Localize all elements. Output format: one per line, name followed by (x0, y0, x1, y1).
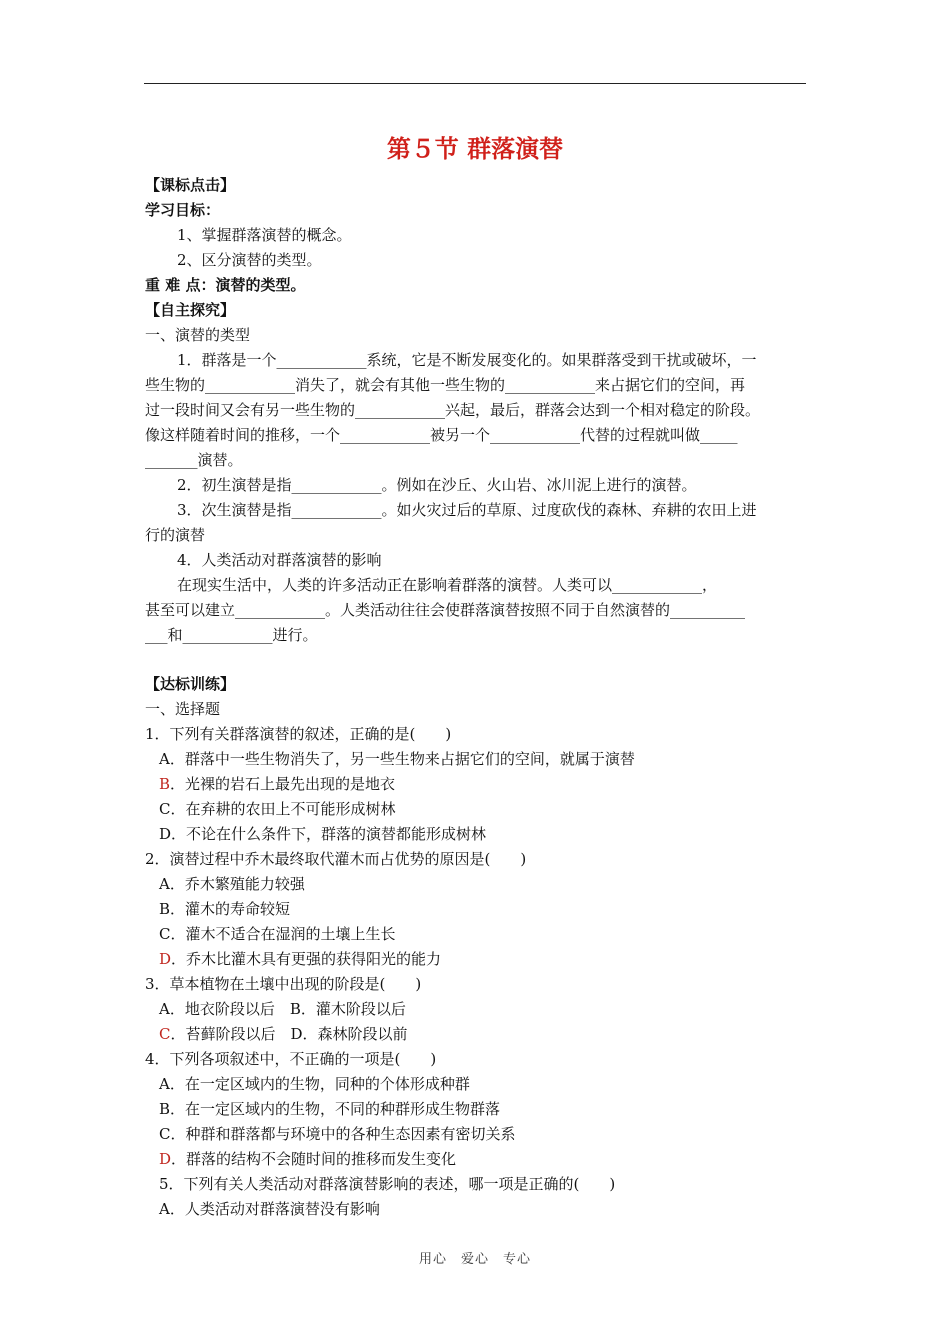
spacer (145, 648, 807, 672)
option: A．在一定区域内的生物，同种的个体形成种群 (159, 1075, 470, 1093)
document-body (145, 173, 807, 1222)
paragraph-line: 1．群落是一个____________系统，它是不断发展变化的。如果群落受到干扰或破坏，一 (177, 351, 757, 369)
answer-marker: D (159, 1150, 172, 1168)
option-text: ．光裸的岩石上最先出现的是地衣 (170, 775, 396, 793)
paragraph-line: 行的演替 (145, 526, 206, 544)
section-heading-zizhu: 【自主探究】 (145, 301, 236, 319)
subsection-heading: 一、选择题 (145, 700, 221, 718)
option: C．种群和群落都与环境中的各种生态因素有密切关系 (159, 1125, 516, 1143)
paragraph-line: 过一段时间又会有另一些生物的____________兴起，最后，群落会达到一个相对稳定的阶段。 (145, 401, 761, 419)
option: C．灌木不适合在湿润的土壤上生长 (159, 925, 396, 943)
paragraph-line: 甚至可以建立____________。人类活动往往会使群落演替按照不同于自然演替的__________ (145, 601, 746, 619)
question: 1．下列有关群落演替的叙述，正确的是( ) (145, 725, 452, 743)
goal-item: 2、区分演替的类型。 (177, 251, 322, 269)
option: C．在弃耕的农田上不可能形成树林 (159, 800, 396, 818)
key-point-text: 重 难 点：演替的类型。 (145, 276, 306, 294)
paragraph-line: 像这样随着时间的推移，一个____________被另一个____________代替的过程就叫做_____ (145, 426, 738, 444)
option: D．不论在什么条件下，群落的演替都能形成树林 (159, 825, 487, 843)
question: 3．草本植物在土壤中出现的阶段是( ) (145, 975, 422, 993)
paragraph-line: 3．次生演替是指____________。如火灾过后的草原、过度砍伐的森林、弃耕的农田上进 (177, 501, 757, 519)
option-correct (145, 947, 807, 972)
paragraph-line: 在现实生活中，人类的许多活动正在影响着群落的演替。人类可以____________， (177, 576, 718, 594)
answer-marker: D (159, 950, 172, 968)
answer-marker: B (159, 775, 171, 793)
answer-marker: C (159, 1025, 171, 1043)
paragraph-line: 些生物的____________消失了，就会有其他一些生物的____________来占据它们的空间，再 (145, 376, 746, 394)
option: B．在一定区域内的生物，不同的种群形成生物群落 (159, 1100, 501, 1118)
option: A．地衣阶段以后 B．灌木阶段以后 (159, 1000, 406, 1018)
option: B．灌木的寿命较短 (159, 900, 291, 918)
goals-label: 学习目标： (145, 201, 221, 219)
option-correct (145, 772, 807, 797)
question: 5．下列有关人类活动对群落演替影响的表述，哪一项是正确的( ) (159, 1175, 616, 1193)
header-rule (144, 83, 806, 84)
option: A．群落中一些生物消失了，另一些生物来占据它们的空间，就属于演替 (159, 750, 635, 768)
page-title: 第５节 群落演替 (386, 135, 564, 163)
option-text: ．群落的结构不会随时间的推移而发生变化 (171, 1150, 457, 1168)
section-heading-dabiao: 【达标训练】 (145, 675, 236, 693)
option-correct (145, 1147, 807, 1172)
paragraph-line: 4．人类活动对群落演替的影响 (177, 551, 382, 569)
goal-item: 1、掌握群落演替的概念。 (177, 226, 352, 244)
paragraph-line: ___和____________进行。 (145, 626, 318, 644)
subsection-heading: 一、演替的类型 (145, 326, 251, 344)
option-correct (145, 1022, 807, 1047)
key-point (145, 273, 807, 298)
paragraph-line: _______演替。 (145, 451, 243, 469)
option: A．乔木繁殖能力较强 (159, 875, 305, 893)
option: A．人类活动对群落演替没有影响 (159, 1200, 380, 1218)
paragraph-line: 2．初生演替是指____________。例如在沙丘、火山岩、冰川泥上进行的演替。 (177, 476, 697, 494)
option-text: ．乔木比灌木具有更强的获得阳光的能力 (171, 950, 442, 968)
question: 2．演替过程中乔木最终取代灌木而占优势的原因是( ) (145, 850, 527, 868)
section-heading-kebiao: 【课标点击】 (145, 176, 236, 194)
page-footer: 用心 爱心 专心 (418, 1252, 531, 1267)
option-text: ．苔藓阶段以后 D．森林阶段以前 (170, 1025, 408, 1043)
question: 4．下列各项叙述中，不正确的一项是( ) (145, 1050, 437, 1068)
